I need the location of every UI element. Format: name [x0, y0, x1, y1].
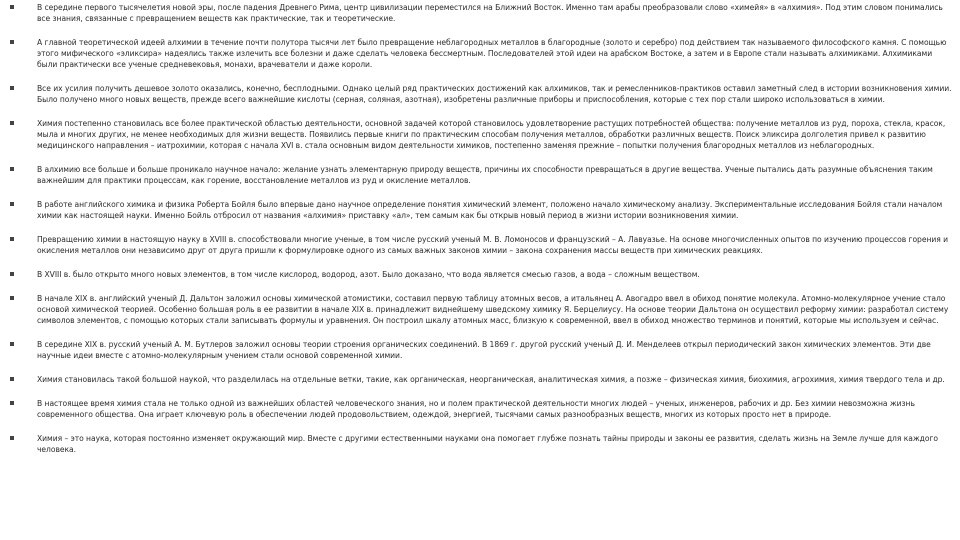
paragraph-text: В начале XIX в. английский ученый Д. Дальтон заложил основы химической атомистики, составил первую таблицу атомных весов, а итальянец А. Авогадро ввел в обиход понятие молекула. Атомно-молекулярное учение стало основой химической теорией. Особенно большая роль в ее развитии в начале XIX в. принадлежит виднейшему шведскому химику Я. Берцелиусу. На основе теории Дальтона он осуществил реформу химии: разработал систему символов элементов, с помощью которых стали записывать формулы и уравнения. Он построил шкалу атомных масс, близкую к современной, ввел в обиход множество терминов и понятий, которые мы используем и сейчас.: [37, 294, 949, 325]
list-item: [0, 37, 960, 70]
paragraph-text: В XVIII в. было открыто много новых элементов, в том числе кислород, водород, азот. Было доказано, что вода является смесью газов, а вода – сложным веществом.: [37, 270, 700, 279]
list-item: [0, 234, 960, 256]
list-item: [0, 293, 960, 326]
list-item: [0, 83, 960, 105]
bullet-square-icon: [10, 342, 14, 346]
bullet-square-icon: [10, 202, 14, 206]
bullet-square-icon: [10, 86, 14, 90]
paragraph-text: Химия становилась такой большой наукой, что разделилась на отдельные ветки, такие, как органическая, неорганическая, аналитическая химия, а позже – физическая химия, биохимия, агрохимия, химия твердого тела и др.: [37, 375, 945, 384]
paragraph-text: В середине XIX в. русский ученый А. М. Бутлеров заложил основы теории строения органических соединений. В 1869 г. другой русский ученый Д. И. Менделеев открыл периодический закон химических элементов. Эти две научные идеи вместе с атомно-молекулярным учением стали основой современной химии.: [37, 340, 931, 360]
paragraph-text: Химия – это наука, которая постоянно изменяет окружающий мир. Вместе с другими естественными науками она помогает глубже познать тайны природы и законы ее развития, сделать жизнь на Земле лучше для каждого человека.: [37, 434, 938, 454]
list-item: [0, 269, 960, 280]
bullet-square-icon: [10, 436, 14, 440]
paragraph-text: Все их усилия получить дешевое золото оказались, конечно, бесплодными. Однако целый ряд практических достижений как алхимиков, так и ремесленников-практиков оставил заметный след в истории возникновения химии. Было получено много новых веществ, прежде всего важнейшие кислоты (серная, соляная, азотная), изобретены различные приборы и приспособления, которые с тех пор стали широко использоваться в химии.: [37, 84, 952, 104]
bullet-square-icon: [10, 401, 14, 405]
bullet-square-icon: [10, 296, 14, 300]
list-item: [0, 118, 960, 151]
paragraph-text: В настоящее время химия стала не только одной из важнейших областей человеческого знания, но и полем практической деятельности многих людей – ученых, инженеров, рабочих и др. Без химии невозможна жизнь современного общества. Она играет ключевую роль в обеспечении людей продовольствием, одеждой, энергией, тысячами самых разнообразных веществ, многих из которых просто нет в природе.: [37, 399, 915, 419]
paragraph-text: А главной теоретической идеей алхимии в течение почти полутора тысячи лет было превращение неблагородных металлов в благородные (золото и серебро) под действием так называемого философского камня. С помощью этого мифического «эликсира» надеялись также излечить все болезни и даже сделать человека бессмертным. Последователей этой идеи на арабском Востоке, а затем и в Европе стали называть алхимиками. Алхимиками были практически все ученые средневековья, монахи, врачеватели и даже короли.: [37, 38, 947, 69]
list-item: [0, 374, 960, 385]
paragraph-text: Превращению химии в настоящую науку в XVIII в. способствовали многие ученые, в том числе русский ученый М. В. Ломоносов и французский – А. Лавуазье. На основе многочисленных опытов по изучению процессов горения и окисления металлов они независимо друг от друга пришли к формулировке одного из самых важных законов химии – закона сохранения массы веществ при химических реакциях.: [37, 235, 949, 255]
bullet-list: [0, 2, 960, 455]
bullet-square-icon: [10, 272, 14, 276]
paragraph-text: В работе английского химика и физика Роберта Бойля было впервые дано научное определение понятия химический элемент, положено начало химическому анализу. Экспериментальные исследования Бойля стали началом химии как настоящей науки. Именно Бойль отбросил от названия «алхимия» приставку «ал», тем самым как бы открыв новый период в жизни истории возникновения химии.: [37, 200, 943, 220]
list-item: [0, 398, 960, 420]
list-item: [0, 339, 960, 361]
bullet-square-icon: [10, 5, 14, 9]
bullet-square-icon: [10, 121, 14, 125]
list-item: [0, 2, 960, 24]
list-item: [0, 199, 960, 221]
bullet-square-icon: [10, 167, 14, 171]
bullet-square-icon: [10, 40, 14, 44]
paragraph-text: Химия постепенно становилась все более практической областью деятельности, основной задачей которой становилось удовлетворение растущих потребностей общества: получение металлов из руд, пороха, стекла, красок, мыла и многих других, не менее необходимых для жизни веществ. Появились первые книги по практическим способам получения металлов, обработки различных веществ. Поиск эликсира долголетия привел к развитию медицинского направления – иатрохимии, которая с начала XVI в. стала основным видом деятельности химиков, постепенно заменяя прежние – попытки получения благородных металлов из неблагородных.: [37, 119, 946, 150]
paragraph-text: В алхимию все больше и больше проникало научное начало: желание узнать элементарную природу веществ, причины их способности превращаться в другие вещества. Ученые пытались дать разумные объяснения таким важнейшим для практики процессам, как горение, восстановление металлов из руд и окисление металлов.: [37, 165, 933, 185]
paragraph-text: В середине первого тысячелетия новой эры, после падения Древнего Рима, центр цивилизации переместился на Ближний Восток. Именно там арабы преобразовали слово «химейя» в «алхимия». Под этим словом понимались все знания, связанные с превращением веществ как практические, так и теоретические.: [37, 3, 943, 23]
list-item: [0, 433, 960, 455]
list-item: [0, 164, 960, 186]
bullet-square-icon: [10, 237, 14, 241]
bullet-square-icon: [10, 377, 14, 381]
